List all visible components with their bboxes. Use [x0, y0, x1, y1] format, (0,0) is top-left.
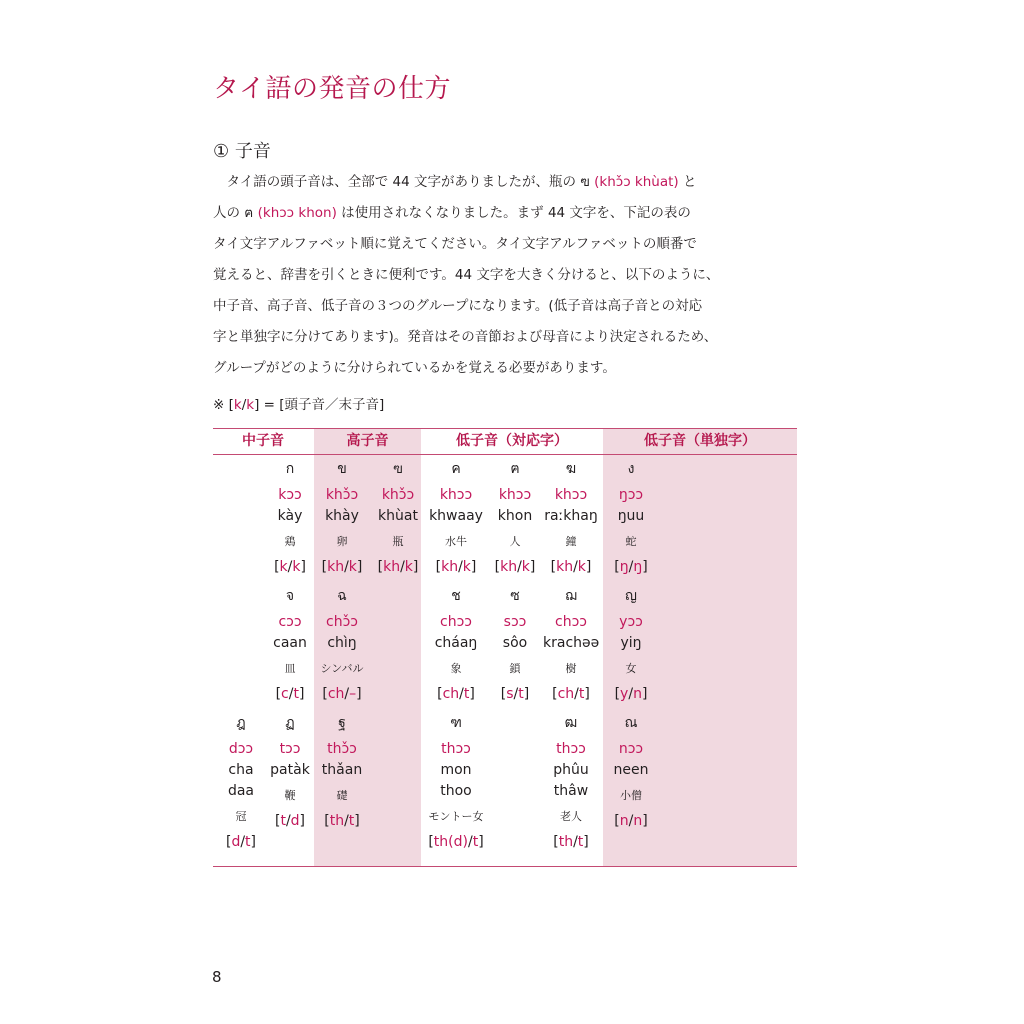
example-word: ŋuu — [617, 508, 645, 524]
example-word: patàk — [270, 762, 310, 778]
thai-letter: ฐ — [338, 715, 346, 731]
initial-final-sound: [y/n] — [614, 686, 648, 702]
initial-final-sound: [n/n] — [614, 813, 648, 829]
initial-sound: y — [620, 686, 629, 702]
paragraph-text: タイ語の頭子音は、全部で 44 文字がありましたが、瓶の ฃ — [213, 174, 595, 190]
header-low-paired-consonant: 低子音（対応字） — [456, 433, 568, 449]
consonant-cell — [543, 586, 599, 705]
initial-final-sound: [th(d)/t] — [428, 834, 484, 850]
example-word: sôo — [502, 635, 528, 651]
romanization-text: (khɔ̌ɔ khùat) — [594, 174, 679, 190]
word-meaning: 冠 — [235, 810, 247, 823]
example-word: kày — [277, 508, 303, 524]
initial-sound: kh — [383, 559, 401, 575]
initial-final-sound: [kh/k] — [321, 559, 363, 575]
paragraph-line — [213, 198, 813, 229]
initial-sound: th(d) — [433, 834, 468, 850]
letter-name: khɔɔ — [439, 487, 473, 503]
letter-name: khɔ̌ɔ — [381, 487, 415, 503]
table-header-rule — [213, 454, 797, 455]
example-word: caan — [273, 635, 307, 651]
word-meaning: 女 — [625, 662, 637, 675]
thai-letter: ฅ — [510, 461, 520, 477]
intro-paragraph — [213, 167, 813, 384]
thai-letter: ฌ — [565, 588, 577, 604]
consonant-cell — [370, 459, 426, 578]
initial-sound: ch — [557, 686, 575, 702]
letter-name: ŋɔɔ — [618, 487, 644, 503]
word-meaning: 蛇 — [625, 535, 637, 548]
paragraph-text: 人の ฅ — [213, 205, 258, 221]
thai-letter: ฃ — [393, 461, 403, 477]
letter-name: cɔɔ — [278, 614, 302, 630]
consonant-cell — [428, 586, 484, 705]
initial-sound: ŋ — [619, 559, 629, 575]
final-sound: k — [292, 559, 301, 575]
example-word: khày — [325, 508, 359, 524]
final-sound: d — [290, 813, 300, 829]
initial-sound: kh — [500, 559, 518, 575]
word-meaning: 老人 — [560, 810, 582, 823]
example-word: khwaay — [429, 508, 483, 524]
initial-final-sound: [ch/t] — [552, 686, 590, 702]
thai-letter: ฎ — [236, 715, 246, 731]
page-number: 8 — [212, 968, 222, 986]
initial-sound: kh — [556, 559, 574, 575]
consonant-cell — [314, 586, 370, 705]
word-meaning: 礎 — [336, 789, 348, 802]
word-meaning: 鞭 — [284, 789, 296, 802]
word-meaning: 皿 — [284, 662, 296, 675]
section-heading: ① 子音 — [213, 141, 271, 162]
letter-name: dɔɔ — [228, 741, 254, 757]
consonant-cell — [543, 713, 599, 853]
initial-final-sound: [ŋ/ŋ] — [614, 559, 648, 575]
thai-letter: ฒ — [564, 715, 578, 731]
consonant-cell — [262, 586, 318, 705]
initial-sound: s — [506, 686, 514, 702]
initial-sound: kh — [327, 559, 345, 575]
letter-name: khɔɔ — [498, 487, 532, 503]
consonant-cell — [428, 459, 484, 578]
initial-final-sound: [t/d] — [274, 813, 306, 829]
example-word: khon — [497, 508, 533, 524]
thai-letter: ฆ — [565, 461, 577, 477]
final-sound: n — [633, 813, 643, 829]
final-sound: t — [293, 686, 299, 702]
paragraph-text: と — [678, 174, 697, 190]
example-word: chìŋ — [327, 635, 357, 651]
example-word: phûu — [553, 762, 589, 778]
initial-sound: n — [619, 813, 629, 829]
initial-sound: ch — [442, 686, 460, 702]
initial-sound: ch — [327, 686, 345, 702]
example-word: khùat — [378, 508, 418, 524]
final-sound: k — [404, 559, 413, 575]
initial-final-sound: [s/t] — [500, 686, 530, 702]
word-meaning: 人 — [509, 535, 521, 548]
initial-final-sound: [d/t] — [225, 834, 257, 850]
notation-note: ※ [k/k] = [頭子音／末子音] — [213, 397, 385, 413]
final-sound: – — [349, 686, 357, 702]
page-title: タイ語の発音の仕方 — [213, 74, 451, 104]
initial-sound: kh — [441, 559, 459, 575]
paragraph-line — [213, 353, 813, 384]
thai-letter: ญ — [625, 588, 637, 604]
final-sound: t — [348, 813, 355, 829]
thai-letter: ณ — [624, 715, 638, 731]
example-word: cha — [228, 762, 254, 778]
initial-final-sound: [k/k] — [274, 559, 306, 575]
consonant-cell — [603, 459, 659, 578]
paragraph-line — [213, 291, 813, 322]
thai-letter: ช — [451, 588, 461, 604]
thai-letter: ฉ — [337, 588, 347, 604]
word-meaning: 水牛 — [445, 535, 467, 548]
consonant-cell — [314, 713, 370, 832]
thai-letter: ซ — [510, 588, 520, 604]
thai-letter: จ — [285, 588, 295, 604]
thai-letter: ฏ — [285, 715, 295, 731]
consonant-cell — [487, 586, 543, 705]
initial-final-sound: [ch/–] — [322, 686, 362, 702]
word-meaning: 卵 — [336, 535, 348, 548]
initial-final-sound: [th/t] — [553, 834, 589, 850]
consonant-cell — [314, 459, 370, 578]
word-meaning: 小僧 — [620, 789, 642, 802]
table-top-rule — [213, 428, 797, 429]
final-sound: t — [472, 834, 479, 850]
final-sound: t — [577, 834, 584, 850]
final-sound: ŋ — [633, 559, 643, 575]
letter-name: chɔɔ — [555, 614, 587, 630]
thai-letter: ค — [451, 461, 461, 477]
letter-name: khɔɔ — [554, 487, 588, 503]
example-word: thoo — [440, 783, 472, 799]
initial-sound: c — [281, 686, 289, 702]
paragraph-line — [213, 322, 813, 353]
example-word: krachəə — [543, 635, 600, 651]
consonant-cell — [213, 713, 269, 853]
initial-final-sound: [ch/t] — [437, 686, 475, 702]
word-meaning: 鎖 — [509, 662, 521, 675]
initial-sound: th — [329, 813, 345, 829]
example-word: cháaŋ — [434, 635, 478, 651]
example-word: daa — [227, 783, 255, 799]
final-sound: k — [521, 559, 530, 575]
thai-letter: ข — [337, 461, 347, 477]
word-meaning: 樹 — [565, 662, 577, 675]
letter-name: chɔɔ — [440, 614, 472, 630]
initial-final-sound: [th/t] — [324, 813, 360, 829]
final-sound: k — [462, 559, 471, 575]
initial-final-sound: [c/t] — [275, 686, 305, 702]
letter-name: sɔɔ — [503, 614, 527, 630]
letter-name: thɔɔ — [556, 741, 586, 757]
thai-letter: ฑ — [450, 715, 462, 731]
paragraph-text: 覚えると、辞書を引くときに便利です。44 文字を大きく分けると、以下のように、 — [213, 267, 720, 283]
paragraph-text: は使用されなくなりました。まず 44 文字を、下記の表の — [336, 205, 691, 221]
header-high-consonant: 高子音 — [346, 433, 389, 449]
word-meaning: 鶏 — [284, 535, 296, 548]
paragraph-text: グループがどのように分けられているかを覚える必要があります。 — [213, 360, 616, 376]
initial-final-sound: [kh/k] — [377, 559, 419, 575]
letter-name: yɔɔ — [619, 614, 643, 630]
paragraph-text: 中子音、高子音、低子音の３つのグループになります。(低子音は高子音との対応 — [213, 298, 703, 314]
consonant-cell — [543, 459, 599, 578]
consonant-cell — [487, 459, 543, 578]
initial-final-sound: [kh/k] — [550, 559, 592, 575]
consonant-cell — [603, 586, 659, 705]
final-sound: t — [245, 834, 251, 850]
paragraph-text: タイ文字アルファベット順に覚えてください。タイ文字アルファベットの順番で — [213, 236, 697, 252]
initial-sound: k — [279, 559, 288, 575]
letter-name: tɔɔ — [279, 741, 301, 757]
example-word: neen — [613, 762, 649, 778]
romanization-text: (khɔɔ khon) — [257, 205, 337, 221]
consonant-cell — [603, 713, 659, 832]
header-low-single-consonant: 低子音（単独字） — [644, 433, 756, 449]
word-meaning: 象 — [450, 662, 462, 675]
word-meaning: シンバル — [320, 662, 364, 675]
initial-sound: d — [231, 834, 241, 850]
word-meaning: 瓶 — [392, 535, 404, 548]
header-middle-consonant: 中子音 — [242, 433, 284, 449]
word-meaning: 鐘 — [565, 535, 577, 548]
paragraph-line — [213, 167, 813, 198]
final-sound: t — [463, 686, 470, 702]
thai-letter: ง — [627, 461, 635, 477]
final-sound: t — [578, 686, 585, 702]
letter-name: chɔ̌ɔ — [326, 614, 358, 630]
final-sound: n — [633, 686, 642, 702]
example-word: thǎan — [321, 762, 363, 778]
letter-name: kɔɔ — [278, 487, 302, 503]
consonant-cell — [262, 459, 318, 578]
letter-name: thɔɔ — [441, 741, 471, 757]
example-word: thâw — [553, 783, 589, 799]
thai-letter: ก — [285, 461, 295, 477]
example-word: yiŋ — [620, 635, 642, 651]
letter-name: nɔɔ — [618, 741, 644, 757]
consonant-cell — [428, 713, 484, 853]
final-sound: t — [518, 686, 524, 702]
paragraph-line — [213, 260, 813, 291]
initial-sound: th — [558, 834, 574, 850]
initial-final-sound: [kh/k] — [435, 559, 477, 575]
consonant-cell — [262, 713, 318, 832]
table-bottom-rule — [213, 866, 797, 867]
letter-name: thɔ̌ɔ — [327, 741, 357, 757]
example-word: raːkhaŋ — [544, 508, 598, 524]
initial-sound: t — [280, 813, 286, 829]
word-meaning: モントー女 — [428, 810, 484, 823]
initial-final-sound: [kh/k] — [494, 559, 536, 575]
letter-name: khɔ̌ɔ — [325, 487, 359, 503]
paragraph-line — [213, 229, 813, 260]
final-sound: k — [348, 559, 357, 575]
paragraph-text: 字と単独字に分けてあります)。発音はその音節および母音により決定されるため、 — [213, 329, 718, 345]
example-word: mon — [440, 762, 472, 778]
final-sound: k — [577, 559, 586, 575]
